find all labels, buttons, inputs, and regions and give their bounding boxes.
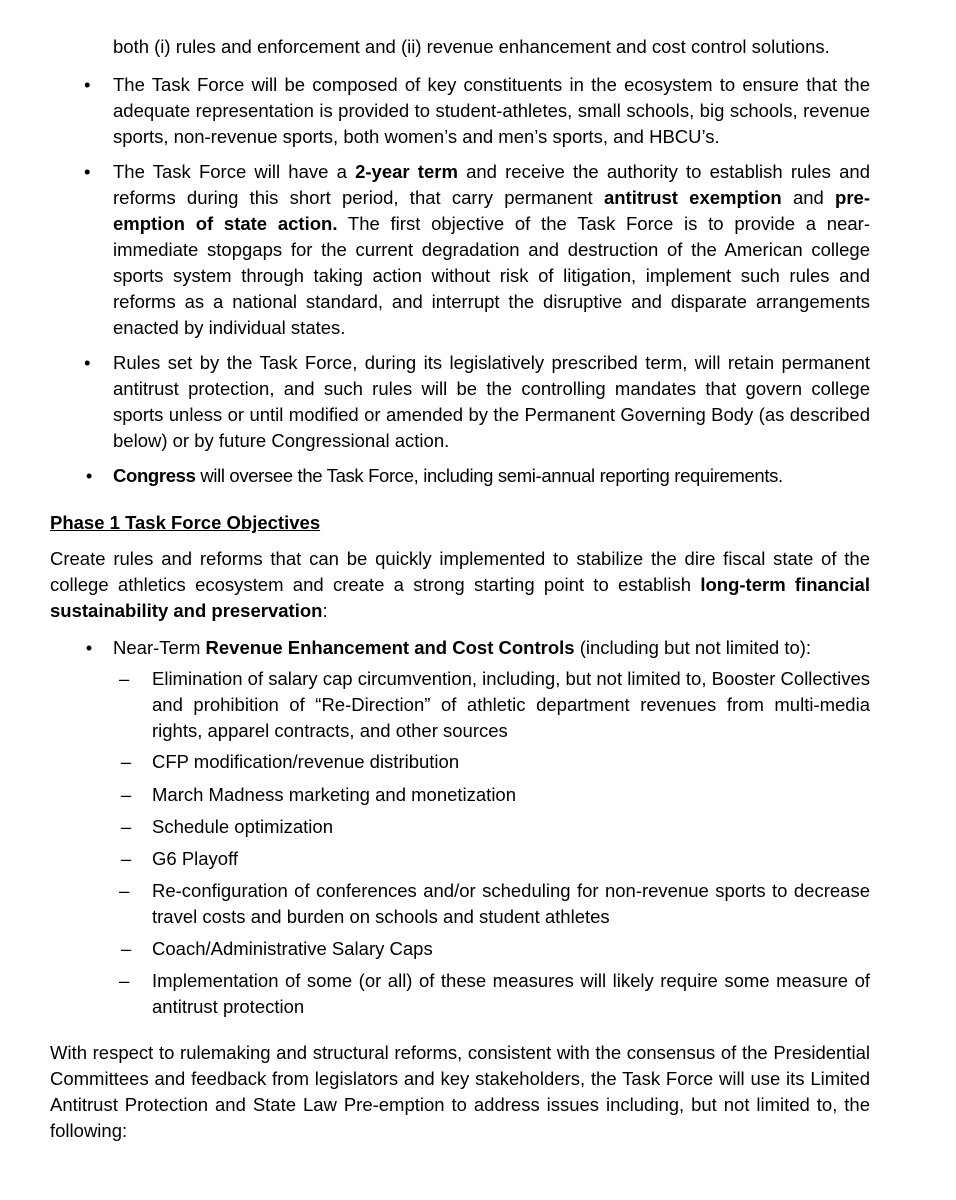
bullet-near-term (85, 635, 870, 661)
dash-marker: – (120, 816, 132, 837)
dash-item (120, 749, 870, 775)
dash-marker: – (120, 784, 132, 805)
closing-paragraph: With respect to rulemaking and structural reforms, consistent with the consensus of the Presidential Committees and feedback from legislators and key stakeholders, the Task Force will use its Limited Antitrust Protection and State Law Pre-emption to address issues including, but not limited to, the following: (50, 1042, 870, 1141)
dash-marker: – (119, 880, 130, 901)
bullet-text: The Task Force will be composed of key constituents in the ecosystem to ensure that the adequate representation is provided to student-athletes, small schools, big schools, revenue sports, non-revenue sports, both women’s and men’s sports, and HBCU’s. (113, 74, 870, 147)
bold-revenue-enhancement: Revenue Enhancement and Cost Controls (205, 637, 575, 658)
dash-text: Coach/Administrative Salary Caps (152, 938, 433, 959)
bold-pre-emption: pre-emption of state action. (113, 187, 870, 234)
dash-marker: – (120, 751, 132, 772)
bullet-text: will oversee the Task Force, including semi-annual reporting requirements. (195, 465, 783, 486)
dash-item (120, 936, 870, 962)
dash-text: G6 Playoff (152, 848, 239, 869)
bullet-marker: • (84, 74, 91, 95)
dash-item (120, 814, 870, 840)
dash-marker: – (120, 938, 132, 959)
bold-antitrust-exemption: antitrust exemption (603, 187, 782, 208)
bullet-marker: • (85, 637, 93, 658)
bold-two-year-term: 2-year term (355, 161, 458, 182)
dash-text: March Madness marketing and monetization (152, 784, 517, 805)
bullet-rules-protection (84, 350, 870, 454)
bullet-text-start: The Task Force will have a (113, 161, 356, 182)
bullet-marker: • (84, 352, 91, 373)
dash-item (120, 846, 870, 872)
dash-marker: – (120, 848, 132, 869)
dash-item (120, 782, 870, 808)
bold-congress: Congress (113, 465, 196, 486)
bullet-text: Rules set by the Task Force, during its legislatively prescribed term, will retain permanent antitrust protection, and such rules will be the controlling mandates that govern college sports unless or until modified or amended by the Permanent Governing Body (as described below) or by future Congressional action. (113, 352, 870, 451)
bullet-task-force-term (84, 159, 870, 341)
bullet-text-end: The first objective of the Task Force is to provide a near-immediate stopgaps for the current degradation and destruction of the American college sports system through taking action without risk of litigation, implement such rules and reforms as a national standard, and interrupt the disruptive and disparate arrangements enacted by individual states. (113, 213, 870, 338)
dash-text: Implementation of some (or all) of these measures will likely require some measure of antitrust protection (152, 970, 870, 1017)
continuation-line: both (i) rules and enforcement and (ii) revenue enhancement and cost control solutions. (113, 36, 830, 57)
dash-text: Elimination of salary cap circumvention, including, but not limited to, Booster Collectives and prohibition of “Re-Direction” of athletic department revenues from multi-media rights, apparel contracts, and other sources (152, 668, 870, 741)
bullet-text-mid: and receive the authority to establish rules and reforms during this short period, that carry permanent (113, 161, 870, 208)
dash-text: CFP modification/revenue distribution (152, 751, 460, 772)
bullet-marker: • (85, 465, 93, 486)
dash-marker: – (119, 970, 130, 991)
intro-end: : (322, 600, 328, 621)
bullet-text-mid2: and (781, 187, 836, 208)
dash-text: Re-configuration of conferences and/or scheduling for non-revenue sports to decrease travel costs and burden on schools and student athletes (152, 880, 870, 927)
intro-text: Create rules and reforms that can be quickly implemented to stabilize the dire fiscal state of the college athletics ecosystem and create a strong starting point to establish (50, 548, 870, 595)
bullet-task-force-composition (84, 72, 870, 150)
near-term-end: (including but not limited to): (574, 637, 812, 658)
bold-long-term: long-term financial sustainability and preservation (50, 574, 870, 621)
section-heading: Phase 1 Task Force Objectives (50, 512, 321, 533)
dash-marker: – (119, 668, 130, 689)
dash-item (119, 878, 870, 930)
bullet-marker: • (84, 161, 91, 182)
dash-text: Schedule optimization (152, 816, 333, 837)
intro-paragraph (50, 546, 870, 624)
dash-item (119, 666, 870, 744)
bullet-congress-oversight (85, 463, 870, 489)
dash-item (119, 968, 870, 1020)
near-term-text: Near-Term (113, 637, 206, 658)
